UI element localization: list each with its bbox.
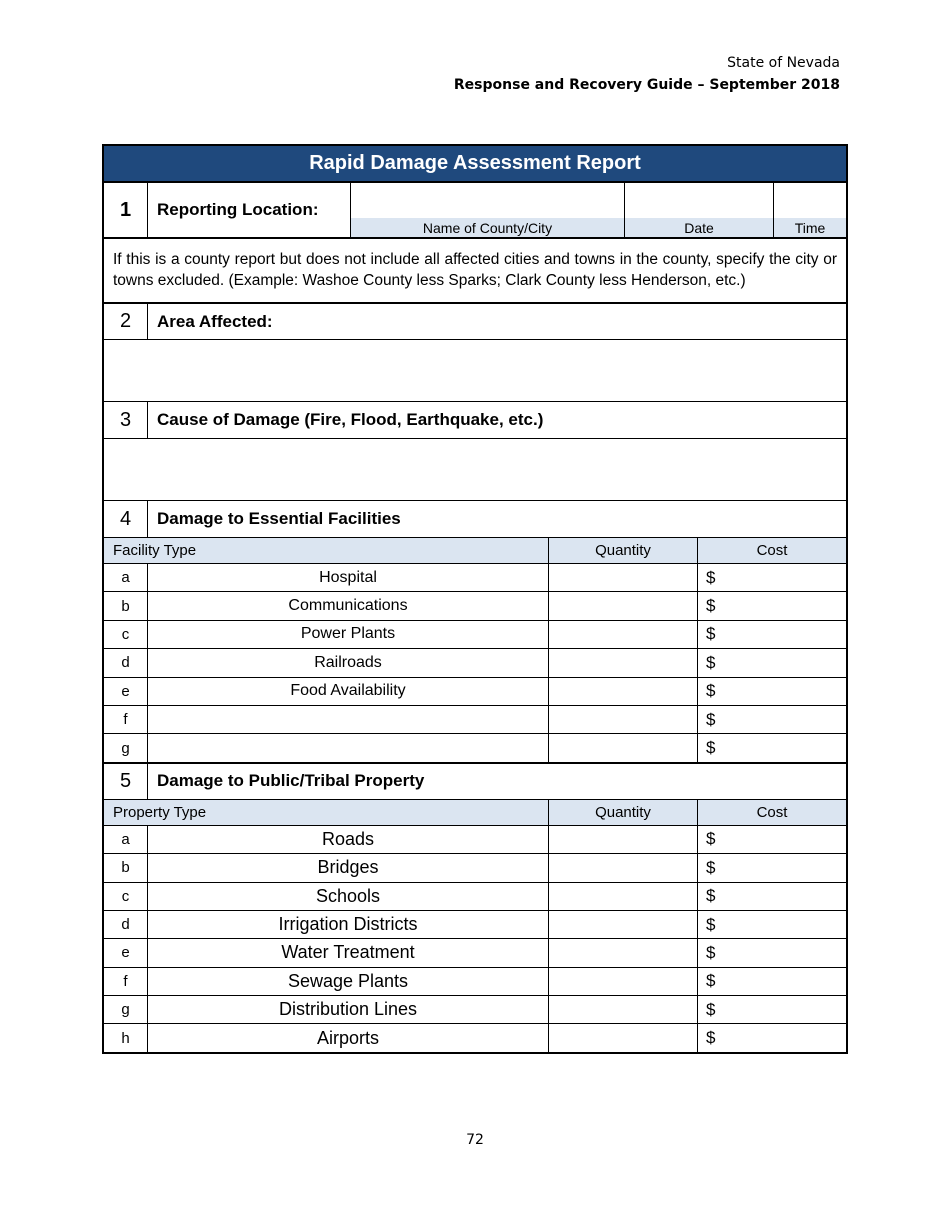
county-note-row — [104, 237, 846, 302]
cost-header: Cost — [756, 542, 788, 559]
county-city-field[interactable] — [351, 183, 625, 237]
row-type: Railroads — [148, 649, 549, 676]
section-number: 3 — [104, 402, 148, 438]
quantity-cell[interactable] — [549, 996, 698, 1023]
table-row — [104, 967, 846, 995]
cause-of-damage-label: Cause of Damage (Fire, Flood, Earthquake, etc.) — [157, 410, 544, 429]
facility-type-header: Facility Type — [104, 538, 549, 563]
row-type — [148, 734, 549, 761]
section-number: 5 — [104, 764, 148, 799]
table-row — [104, 910, 846, 938]
property-type-header: Property Type — [104, 800, 549, 825]
cost-cell[interactable]: $ — [706, 567, 716, 587]
table-row — [104, 853, 846, 881]
quantity-cell[interactable] — [549, 649, 698, 676]
quantity-cell[interactable] — [549, 854, 698, 881]
header-document-title: Response and Recovery Guide – September 2018 — [453, 77, 840, 93]
cost-cell[interactable]: $ — [706, 999, 716, 1019]
section-1-reporting-location — [104, 181, 846, 237]
table-row — [104, 563, 846, 591]
cost-cell[interactable]: $ — [706, 738, 716, 758]
form-title: Rapid Damage Assessment Report — [104, 146, 846, 181]
quantity-cell[interactable] — [549, 621, 698, 648]
row-type: Irrigation Districts — [148, 911, 549, 938]
cost-cell[interactable]: $ — [706, 681, 716, 701]
quantity-cell[interactable] — [549, 564, 698, 591]
table-row — [104, 995, 846, 1023]
table-row — [104, 825, 846, 853]
row-letter: d — [104, 649, 148, 676]
cost-cell[interactable]: $ — [706, 829, 716, 849]
row-type: Schools — [148, 883, 549, 910]
row-letter: b — [104, 592, 148, 619]
row-type: Food Availability — [148, 678, 549, 705]
row-type: Power Plants — [148, 621, 549, 648]
row-letter: e — [104, 678, 148, 705]
time-field[interactable] — [774, 183, 846, 237]
county-city-caption: Name of County/City — [351, 218, 624, 237]
cost-header: Cost — [756, 803, 788, 821]
damage-assessment-form — [102, 144, 848, 1054]
row-type: Bridges — [148, 854, 549, 881]
cost-cell[interactable]: $ — [706, 1028, 716, 1048]
cost-cell[interactable]: $ — [706, 971, 716, 991]
quantity-cell[interactable] — [549, 734, 698, 761]
table-row — [104, 938, 846, 966]
section-number: 1 — [104, 183, 148, 237]
cost-cell[interactable]: $ — [706, 709, 716, 729]
section-3-header — [104, 401, 846, 438]
quantity-cell[interactable] — [549, 939, 698, 966]
table-row — [104, 677, 846, 705]
county-note: If this is a county report but does not include all affected cities and towns in the county, specify the city or towns excluded. (Example: Washoe County less Sparks; Clark County less Henderson, etc.) — [113, 251, 837, 289]
row-type: Airports — [148, 1024, 549, 1051]
public-property-label: Damage to Public/Tribal Property — [157, 771, 425, 791]
quantity-cell[interactable] — [549, 911, 698, 938]
quantity-cell[interactable] — [549, 706, 698, 733]
area-affected-label: Area Affected: — [157, 311, 273, 331]
row-letter: c — [104, 621, 148, 648]
section-5-header — [104, 762, 846, 799]
header-organization: State of Nevada — [727, 55, 840, 71]
quantity-cell[interactable] — [549, 592, 698, 619]
table-row — [104, 705, 846, 733]
quantity-cell[interactable] — [549, 883, 698, 910]
section-number: 2 — [104, 304, 148, 339]
table-row — [104, 620, 846, 648]
page-header — [454, 52, 840, 96]
facility-column-headers — [104, 537, 846, 563]
row-letter: f — [104, 706, 148, 733]
row-letter: f — [104, 968, 148, 995]
area-affected-field[interactable] — [104, 339, 846, 401]
row-letter: b — [104, 854, 148, 881]
row-type: Communications — [148, 592, 549, 619]
row-letter: h — [104, 1024, 148, 1051]
cost-cell[interactable]: $ — [706, 886, 716, 906]
cost-cell[interactable]: $ — [706, 596, 716, 616]
quantity-cell[interactable] — [549, 968, 698, 995]
quantity-header: Quantity — [549, 800, 698, 825]
row-letter: d — [104, 911, 148, 938]
row-letter: a — [104, 826, 148, 853]
cost-cell[interactable]: $ — [706, 652, 716, 672]
date-caption: Date — [625, 218, 773, 237]
property-column-headers — [104, 799, 846, 825]
cause-of-damage-field[interactable] — [104, 438, 846, 500]
quantity-header: Quantity — [549, 538, 698, 563]
table-row — [104, 882, 846, 910]
table-row — [104, 733, 846, 761]
section-number: 4 — [104, 501, 148, 537]
table-row — [104, 591, 846, 619]
quantity-cell[interactable] — [549, 826, 698, 853]
row-letter: g — [104, 996, 148, 1023]
cost-cell[interactable]: $ — [706, 914, 716, 934]
row-letter: c — [104, 883, 148, 910]
section-4-header — [104, 500, 846, 537]
row-type: Water Treatment — [148, 939, 549, 966]
row-letter: a — [104, 564, 148, 591]
cost-cell[interactable]: $ — [706, 857, 716, 877]
time-caption: Time — [774, 218, 846, 237]
cost-cell[interactable]: $ — [706, 942, 716, 962]
row-letter: g — [104, 734, 148, 761]
quantity-cell[interactable] — [549, 1024, 698, 1051]
table-row — [104, 648, 846, 676]
row-type: Sewage Plants — [148, 968, 549, 995]
section-2-header — [104, 302, 846, 339]
row-type — [148, 706, 549, 733]
date-field[interactable] — [625, 183, 774, 237]
table-row — [104, 1023, 846, 1051]
reporting-location-label: Reporting Location: — [148, 183, 351, 237]
page-number: 72 — [466, 1132, 484, 1148]
cost-cell[interactable]: $ — [706, 624, 716, 644]
row-type: Roads — [148, 826, 549, 853]
row-letter: e — [104, 939, 148, 966]
row-type: Distribution Lines — [148, 996, 549, 1023]
quantity-cell[interactable] — [549, 678, 698, 705]
essential-facilities-label: Damage to Essential Facilities — [157, 509, 401, 528]
row-type: Hospital — [148, 564, 549, 591]
